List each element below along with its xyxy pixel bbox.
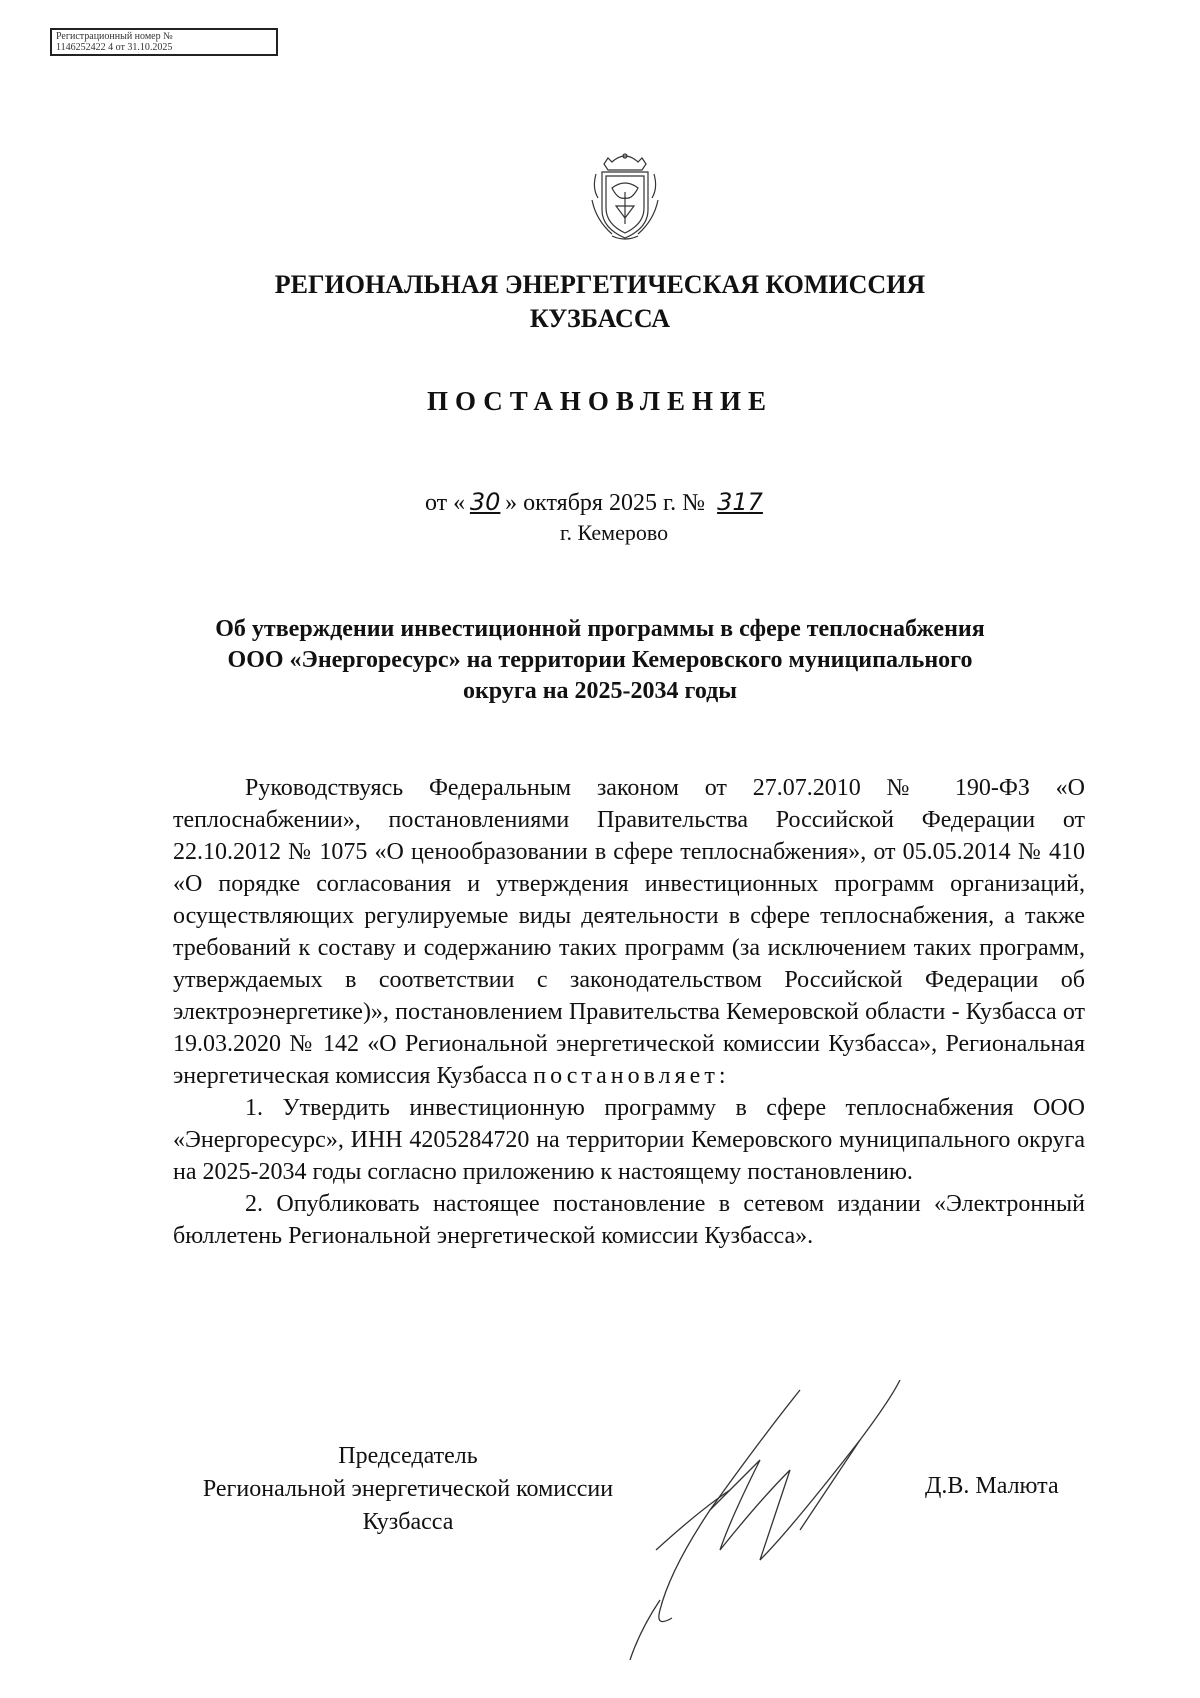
date-prefix: от « [424,490,466,516]
subject-line1: Об утверждении инвестиционной программы в сфере теплоснабжения [215,616,985,642]
coat-of-arms-icon [582,148,668,242]
date-day: 30 [469,488,501,516]
signatory-title-line2: Региональной энергетической комиссии [202,1476,614,1502]
registration-stamp [50,28,278,56]
preamble-paragraph [173,772,1085,1092]
registration-label: Регистрационный номер № [56,31,173,42]
document-subject [0,614,1200,707]
city: г. Кемерово [560,520,669,545]
document-number: 317 [717,488,763,516]
signatory-title-line1: Председатель [338,1443,478,1469]
signatory-name: Д.В. Малюта [925,1473,1059,1499]
organization-name-line2: КУЗБАССА [529,304,671,333]
resolution-item-2: 2. Опубликовать настоящее постановление в сетевом издании «Электронный бюллетень Региональной энергетической комиссии Кузбасса». [173,1191,1085,1249]
resolves-verb: постановляет: [533,1063,730,1089]
organization-name-line1: РЕГИОНАЛЬНАЯ ЭНЕРГЕТИЧЕСКАЯ КОМИССИЯ [274,270,926,299]
preamble-text: Руководствуясь Федеральным законом от 27.07.2010 № 190-ФЗ «О теплоснабжении», постановлениями Правительства Российской Федерации от 22.10.2012 № 1075 «О ценообразовании в сфере теплоснабжения», от 05.05.2014 № 410 «О порядке согласования и утверждения инвестиционных программ организаций, осуществляющих регулируемые виды деятельности в сфере теплоснабжения, а также требований к составу и содержанию таких программ (за исключением таких программ, утверждаемых в соответствии с законодательством Российской Федерации об электроэнергетике)», постановлением Правительства Кемеровской области - Кузбасса от 19.03.2020 № 142 «О Региональной энергетической комиссии Кузбасса», Региональная энергетическая комиссия Кузбасса [173,775,1085,1089]
subject-line3: округа на 2025-2034 годы [462,678,738,704]
handwritten-signature [560,1360,960,1660]
document-body [173,772,1085,1252]
date-month-year: » октября 2025 г. № [505,490,705,516]
organization-name [0,268,1200,336]
date-line [0,488,1200,517]
document-type: ПОСТАНОВЛЕНИЕ [426,386,774,416]
resolution-item-1: 1. Утвердить инвестиционную программу в сфере теплоснабжения ООО «Энергоресурс», ИНН 4205284720 на территории Кемеровского муниципального округа на 2025-2034 годы согласно приложению к настоящему постановлению. [173,1095,1085,1185]
registration-number: 1146252422 4 от 31.10.2025 [56,42,173,53]
signatory-title-line3: Кузбасса [362,1509,454,1535]
subject-line2: ООО «Энергоресурс» на территории Кемеровского муниципального [227,647,973,673]
